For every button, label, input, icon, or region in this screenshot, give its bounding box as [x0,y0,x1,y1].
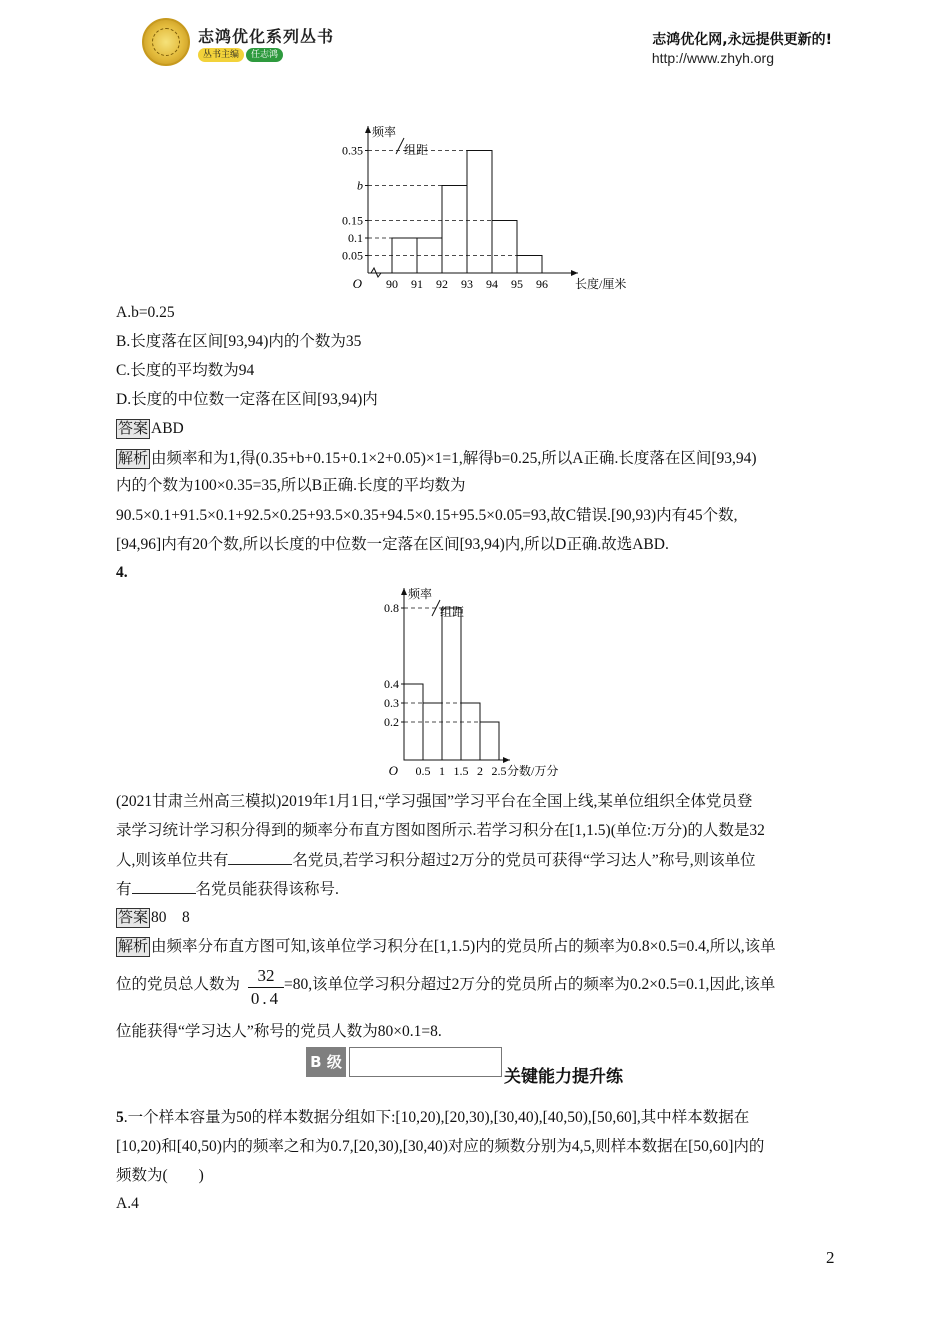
series-title: 志鸿优化系列丛书 [198,27,335,46]
q5-stem-1 [116,1108,749,1128]
header-url[interactable]: http://www.zhyh.org [651,50,774,66]
x-tick-label: 95 [511,277,523,291]
x-axis-arrow [503,757,510,763]
histogram-bar [467,151,492,274]
y-tick-label: 0.1 [348,231,363,245]
q3-analysis-line-2: 内的个数为100×0.35=35,所以B正确.长度的平均数为 [116,477,466,494]
x-axis-arrow [571,270,578,276]
fraction-denominator: 0.4 [250,989,282,1008]
q5-number: 5 [116,1109,124,1126]
y-axis-label-bottom: 组距 [404,143,429,157]
y-axis-arrow [365,126,371,133]
fraction-bar [248,987,284,988]
y-tick-label: 0.3 [384,696,399,710]
fraction-32-over-0.4 [248,966,284,1009]
q4-stem-4-part-2: 名党员能获得该称号. [195,881,339,898]
x-axis-label: 长度/厘米 [575,277,627,291]
q4-number: 4. [116,564,128,581]
q3-analysis-line-4: [94,96]内有20个数,所以长度的中位数一定落在区间[93,94)内,所以D正确.故选ABD. [116,536,669,553]
x-tick-label: 94 [486,277,498,291]
q4-analysis-line-2b: =80,该单位学习积分超过2万分的党员所占的频率为0.2×0.5=0.1,因此,该单 [284,976,776,993]
q4-stem-1: (2021甘肃兰州高三模拟)2019年1月1日,“学习强国”学习平台在全国上线,某单位组织全体党员登 [116,793,753,810]
q4-answer-line [116,908,190,928]
y-axis-label-slash [396,138,404,154]
y-tick-label: 0.15 [342,213,363,228]
q4-analysis-line-3: 位能获得“学习达人”称号的党员人数为80×0.1=8. [116,1023,442,1040]
histogram-bar [492,221,517,274]
answer-tag: 答案 [118,910,149,926]
answer-tag: 答案 [118,421,149,437]
histogram-length [330,118,627,298]
q5-stem-2: [10,20)和[40,50)内的频率之和为0.7,[20,30),[30,40)对应的频数分别为4,5,则样本数据在[50,60]内的 [116,1138,765,1155]
q5-stem-3: 频数为( ) [116,1167,204,1184]
q4-stem-4-part-1: 有 [116,881,132,898]
histogram-bar [480,722,499,760]
q3-answer-line [116,419,184,439]
editor-name: 任志鸿 [246,48,283,62]
fraction-numerator: 32 [257,966,275,985]
q3-option-c: C.长度的平均数为94 [116,362,255,379]
analysis-tag: 解析 [118,451,149,467]
answer-blank-1[interactable] [228,850,292,865]
y-tick-label: b [357,178,363,193]
y-axis-label-top: 频率 [372,125,397,139]
x-tick-label: 2 [477,764,483,778]
q3-analysis-text-1: 由频率和为1,得(0.35+b+0.15+0.1×2+0.05)×1=1,解得b=0.25,所以A正确.长度落在区间[93,94) [151,450,757,467]
q4-analysis-line-1 [116,937,776,957]
answer-blank-2[interactable] [132,879,196,894]
y-tick-label: 0.2 [384,715,399,729]
x-tick-label: 2.5 [491,764,507,778]
y-tick-label: 0.35 [342,143,363,158]
level-b-badge: B 级 [306,1047,346,1077]
y-tick-label: 0.05 [342,248,363,263]
publisher-logo [142,18,190,66]
x-tick-label: 91 [411,277,423,291]
level-b-title: 关键能力提升练 [504,1067,623,1087]
y-axis-label-bottom: 组距 [440,605,465,619]
origin-label: O [352,276,362,291]
analysis-tag: 解析 [118,939,149,955]
histogram-bar [461,703,480,760]
x-tick-label: 92 [436,277,448,291]
y-tick-label: 0.4 [384,677,399,691]
y-tick-label: 0.8 [384,601,399,615]
q4-stem-3-part-1: 人,则该单位共有 [116,852,229,869]
q3-analysis-line-3: 90.5×0.1+91.5×0.1+92.5×0.25+93.5×0.35+94.5×0.15+95.5×0.05=93,故C错误.[90,93)内有45个数, [116,507,738,524]
x-tick-label: 96 [536,277,548,291]
x-tick-label: 1.5 [453,764,469,778]
q4-stem-4 [116,879,339,900]
q3-option-d: D.长度的中位数一定落在区间[93,94)内 [116,391,378,408]
x-axis-label: 分数/万分 [507,764,559,778]
q5-stem-1-text: .一个样本容量为50的样本数据分组如下:[10,20),[20,30),[30,40),[40,50),[50,60],其中样本数据在 [123,1109,750,1126]
editor-badge [198,48,283,62]
q5-option-a: A.4 [116,1195,139,1212]
histogram-bar [442,186,467,274]
q4-stem-3-part-2: 名党员,若学习积分超过2万分的党员可获得“学习达人”称号,则该单位 [292,852,756,869]
header-slogan: 志鸿优化网,永远提供更新的! [652,32,832,48]
y-axis-label-top: 频率 [408,587,433,601]
q4-analysis-text-1: 由频率分布直方图可知,该单位学习积分在[1,1.5)内的党员所占的频率为0.8×0.5=0.4,所以,该单 [151,938,776,955]
y-axis-arrow [401,588,407,595]
page-number: 2 [826,1248,835,1267]
histogram-bar [442,608,461,760]
q3-option-b: B.长度落在区间[93,94)内的个数为35 [116,333,362,350]
q3-analysis-line-1 [116,449,757,469]
origin-label: O [388,763,398,778]
x-tick-label: 90 [386,277,398,291]
level-b-box [349,1047,502,1077]
q4-stem-3 [116,850,756,871]
q3-answer: ABD [151,420,184,437]
q4-answer: 80 8 [151,909,190,926]
q3-option-a: A.b=0.25 [116,304,175,321]
x-tick-label: 1 [439,764,445,778]
x-tick-label: 93 [461,277,473,291]
editor-label: 丛书主编 [198,48,244,62]
histogram-bar [423,703,442,760]
histogram-bar [517,256,542,274]
q4-stem-2: 录学习统计学习积分得到的频率分布直方图如图所示.若学习积分在[1,1.5)(单位:万分)的人数是32 [116,822,765,839]
q4-analysis-line-2a: 位的党员总人数为 [116,976,241,993]
histogram-score [380,580,580,785]
x-tick-label: 0.5 [415,764,431,778]
